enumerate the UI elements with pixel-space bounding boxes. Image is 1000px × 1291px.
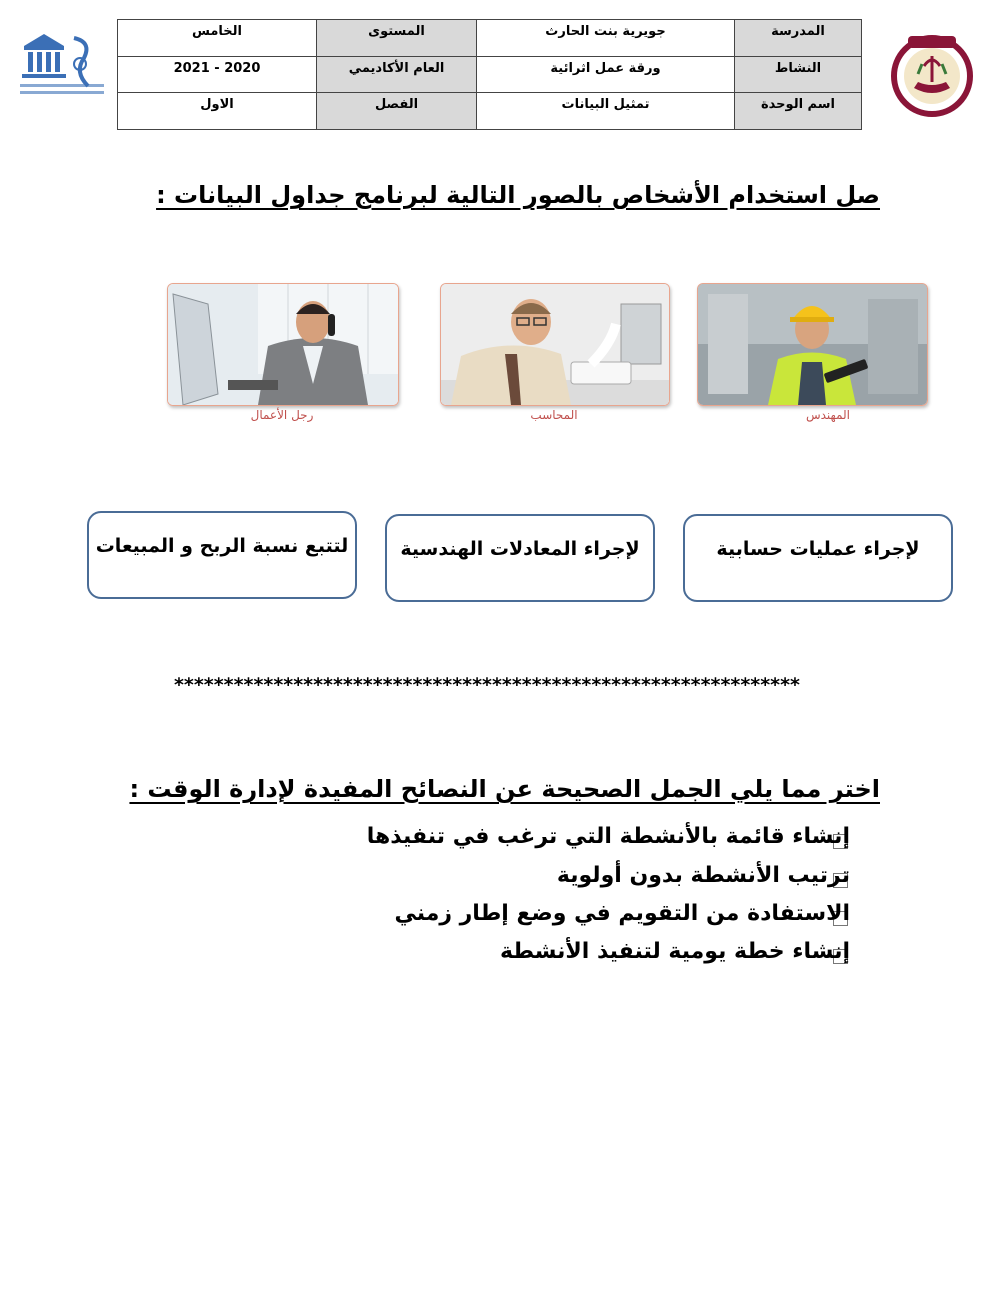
option-text-1: إنشاء قائمة بالأنشطة التي ترغب في تنفيذها xyxy=(366,824,850,849)
accountant-photo xyxy=(440,283,670,406)
info-table xyxy=(117,19,862,130)
term-label: الفصل xyxy=(317,93,477,130)
engineer-caption: المهندس xyxy=(805,408,851,422)
unit-label: اسم الوحدة xyxy=(735,93,862,130)
unit-value: تمثيل البيانات xyxy=(477,93,735,130)
level-value: الخامس xyxy=(118,20,317,57)
accountant-caption: المحاسب xyxy=(530,408,578,422)
engineer-photo xyxy=(697,283,928,406)
section2-title: اختر مما يلي الجمل الصحيحة عن النصائح المفيدة لإدارة الوقت : xyxy=(129,775,880,803)
year-label: العام الأكاديمي xyxy=(317,56,477,93)
option-text-3: الاستفادة من التقويم في وضع إطار زمني xyxy=(394,901,850,926)
box-profit-sales: لتتبع نسبة الربح و المبيعات xyxy=(87,511,357,599)
unesco-logo xyxy=(16,28,108,102)
businessman-caption: رجل الأعمال xyxy=(250,408,314,422)
section1-title: صل استخدام الأشخاص بالصور التالية لبرنامج جداول البيانات : xyxy=(156,181,880,209)
option-text-2: ترتيب الأنشطة بدون أولوية xyxy=(556,863,850,888)
activity-value: ورقة عمل اثرائية xyxy=(477,56,735,93)
activity-label: النشاط xyxy=(735,56,862,93)
separator-stars: *************************************************************** xyxy=(174,674,800,696)
box-calculations: لإجراء عمليات حسابية xyxy=(683,514,953,602)
school-value: جويرية بنت الحارث xyxy=(477,20,735,57)
qatar-ministry-logo xyxy=(888,26,976,122)
option-text-4: إنشاء خطة يومية لتنفيذ الأنشطة xyxy=(499,939,850,964)
school-label: المدرسة xyxy=(735,20,862,57)
businessman-photo xyxy=(167,283,399,406)
term-value: الاول xyxy=(118,93,317,130)
box-engineering-equations: لإجراء المعادلات الهندسية xyxy=(385,514,655,602)
year-value: 2020 - 2021 xyxy=(118,56,317,93)
level-label: المستوى xyxy=(317,20,477,57)
